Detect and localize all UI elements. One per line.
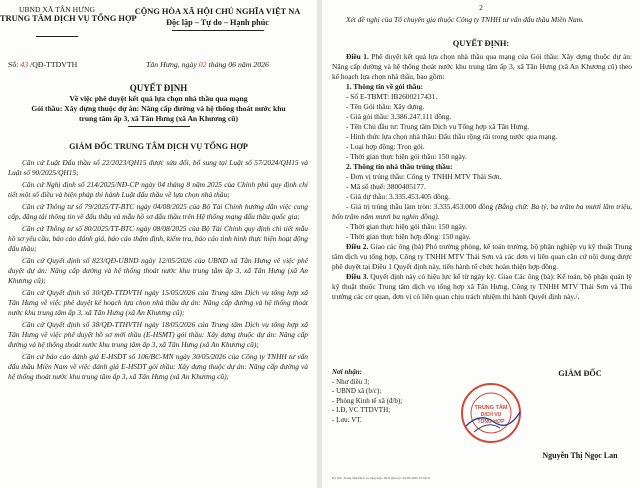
doc-number-prefix: Số: [8,60,19,69]
preamble-tail [332,15,632,25]
section-1-item: - Giá gói thầu: 3.386.247.111 đồng. [346,112,452,121]
preamble-item: Căn cứ Quyết định số 38/QĐ-TTHVTH ngày 18/05/2026 của Trung tâm Dịch vụ tổng hợp xã Tân Hưng về việc phê duyệt hồ sơ mời thầu (E-HSMT) gói thầu: Xây dựng thuộc dự án: Nâng cấp đường và hệ thống thoát nước khu trung tâm ấp 3, xã Tân Hưng (xã An Khương cũ); [8,320,308,349]
section-2-item: - Mã số thuế: 3800405177. [346,182,426,191]
section-1-item: - Tên Chủ đầu tư: Trung tâm Dịch vụ Tổng hợp xã Tân Hưng. [346,122,530,131]
signer-title: GIÁM ĐỐC [558,369,602,378]
decision-title: QUYẾT ĐỊNH [129,83,188,93]
subject-line-2: Gói thầu: Xây dựng thuộc dự án: Nâng cấp đường và hệ thống thoát nước khu [31,104,286,113]
article-1 [332,52,632,82]
recipient-item: - LĐ, VC TTDVTH; [332,406,391,414]
doc-number-suffix: /QĐ-TTDVTH [30,60,78,69]
agency-name: TRUNG TÂM DỊCH VỤ TỔNG HỢP [0,14,137,23]
recipient-item: - Như điều 3; [332,377,370,386]
recipients-block [332,368,402,425]
preamble-tail-text: Xét đề nghị của Tổ chuyên gia thuộc Công ty TNHH tư vấn đấu thầu Miền Nam. [346,15,584,24]
preamble-item: Căn cứ Thông tư số 79/2025/TT-BTC ngày 04/08/2025 của Bộ Tài Chính hướng dẫn việc cung cấp, đăng tải thông tin về đấu thầu và mẫu hồ sơ đấu thầu trên Hệ thống mạng đấu thầu quốc gia; [8,202,308,221]
preamble-item: Căn cứ báo cáo đánh giá E-HSDT số 106/BC-MN ngày 30/05/2026 của Công ty TNHH tư vấn đấu thầu Miền Nam về việc đánh giá E-HSDT gói thầu: Xây dựng thuộc dự án: Nâng cấp đường và hệ thống thoát nước khu trung tâm ấp 3, xã Tân Hưng (xã An Khương cũ); [8,352,308,381]
preamble-item: Căn cứ Luật Đấu thầu số 22/2023/QH15 được sửa đổi, bổ sung tại Luật số 57/2024/QH15 và Luật số 90/2025/QH15; [8,158,308,177]
article-3 [332,272,632,302]
section-2-title: 2. Thông tin nhà thầu trúng thầu: [346,162,453,171]
recipient-item: - Lưu: VT. [332,415,362,424]
issue-date-suffix: tháng 06 năm 2026 [208,60,269,69]
agency-underline [36,36,78,37]
section-1-title: 1. Thông tin về gói thầu: [346,82,424,91]
svg-text:TRUNG TÂM: TRUNG TÂM [474,405,508,411]
section-2-item: - Đơn vị trúng thầu: Công ty TNHH MTV Thái Sơn. [346,172,502,181]
decides-heading: QUYẾT ĐỊNH: [452,39,510,48]
article-2-text: Giao các ông (bà) Phó trưởng phòng, kế toán trưởng, bộ phận nghiệp vụ kỹ thuật Trung tâm dịch vụ tổng hợp, Công ty TNHH MTV Thái Sơn và các đơn vị liên quan căn cứ nội dung được phê duyệt tại Điều 1 Quyết định này, tiến hành tổ chức hoàn thiện hợp đồng. [332,242,632,271]
preamble-block [8,158,308,382]
recipients-title: Nơi nhận: [332,368,363,376]
preamble-item: Căn cứ Quyết định số 823/QĐ-UBND ngày 12/05/2026 của UBND xã Tân Hưng về việc phê duyệt dự án: Nâng cấp đường và hệ thống thoát nước khu trung tâm ấp 3, xã Tân Hưng (xã An Khương cũ); [8,256,308,285]
preamble-item: Căn cứ Quyết định số 30/QĐ-TTDVTH ngày 15/05/2026 của Trung tâm Dịch vụ tổng hợp xã Tân Hưng về việc phê duyệt kế hoạch lựa chọn nhà thầu dự án: Nâng cấp đường và hệ thống thoát nước khu trung tâm ấp 3, xã Tân Hưng (xã An Khương cũ); [8,288,308,317]
issue-date-prefix: Tân Hưng, ngày [146,60,197,69]
section-2-price-words: (Bằng chữ: Ba tỷ, ba trăm ba mươi lăm triệu, bốn trăm năm mươi ba nghìn đồng). [332,202,632,221]
article-1-text: Phê duyệt kết quả lựa chọn nhà thầu qua mạng của Gói thầu: Xây dựng thuộc dự án: Nâng cấp đường và hệ thống thoát nước khu trung tâm ấp 3, xã Tân Hưng (xã An Khương cũ) theo kế hoạch lựa chọn nhà thầu, bao gồm: [332,52,632,81]
section-2-item: - Giá dự thầu: 3.335.453.405 đồng. [346,192,450,201]
section-1-item: - Loại hợp đồng: Trọn gói. [346,142,425,151]
decision-body [332,52,632,302]
issue-date [146,61,269,69]
director-title: GIÁM ĐỐC TRUNG TÂM DỊCH VỤ TỔNG HỢP [69,142,248,151]
official-stamp-icon [460,382,522,444]
svg-text:DỊCH VỤ: DỊCH VỤ [480,412,502,418]
section-2-price-value: - Giá trị trúng thầu làm tròn: 3.335.453.000 đồng [346,202,494,211]
recipient-item: - Phòng Kinh tế xã (đ/b); [332,396,403,405]
signer-name: Nguyễn Thị Ngọc Lan [542,451,618,460]
section-2-item: - Thời gian thực hiện gói thầu: 150 ngày. [346,222,467,231]
section-1-item: - Tên Gói thầu: Xây dựng. [346,102,425,111]
article-2-label: Điều 2. [346,242,369,251]
subject-underline [128,126,190,127]
document-page-1 [0,0,317,488]
section-2-item: - Thời gian thực hiện hợp đồng: 150 ngày. [346,232,471,241]
section-1-item: - Hình thức lựa chọn nhà thầu: Đấu thầu rộng rãi trong nước qua mạng. [346,132,558,141]
recipient-item: - UBND xã (b/c); [332,387,382,395]
section-2-price [332,202,632,222]
subject-line-1: Về việc phê duyệt kết quả lựa chọn nhà thầu qua mạng [69,94,248,103]
doc-number [8,61,77,69]
section-1-item: - Số E-TBMT: IB2600217431. [346,92,438,101]
issue-date-day: 02 [198,60,207,69]
subject-line-3: trung tâm ấp 3, xã Tân Hưng (xã An Khương cũ) [79,114,238,123]
preamble-item: Căn cứ Nghị định số 214/2025/NĐ-CP ngày 04 tháng 8 năm 2025 của Chính phủ quy định chi tiết một số điều và biện pháp thi hành Luật đấu thầu về lựa chọn nhà thầu; [8,180,308,199]
national-title: CỘNG HÒA XÃ HỘI CHỦ NGHĨA VIỆT NA [134,7,301,16]
article-3-label: Điều 3. [346,272,369,281]
motto-underline [172,30,264,31]
preamble-item: Căn cứ Thông tư số 80/2025/TT-BTC ngày 08/08/2025 của Bộ Tài Chính quy định chi tiết mẫu hồ sơ yêu cầu, báo cáo đánh giá, báo cáo thẩm định, kiểm tra, báo cáo tình hình thực hiện hoạt động đấu thầu; [8,224,308,253]
digital-signature-note: Ký bởi: Trung tâm Dịch vụ tổng hợp, Thời gian ký: 02.06.2026 10:00:11 [332,476,431,480]
article-2 [332,242,632,272]
agency-parent: UBND XÃ TÂN HƯNG [19,5,95,14]
doc-number-value: 43 [20,60,29,69]
page-number: 2 [479,3,483,12]
article-1-label: Điều 1. [346,52,369,61]
national-motto: Độc lập – Tự do – Hạnh phúc [166,18,269,27]
section-1-item: - Thời gian thực hiện gói thầu: 150 ngày. [346,152,467,161]
article-3-text: Quyết định này có hiệu lực kể từ ngày ký. Giao Các ông (bà): Kế toán, bộ phận quản lý kỹ thuật thuộc Trung tâm dịch vụ tổng hợp xã Tân Hưng, Công ty TNHH MTV Thái Sơn và Thủ trưởng các cơ quan, đơn vị có liên quan chịu trách nhiệm thi hành Quyết định này./. [332,272,632,301]
svg-text:TỔNG HỢP: TỔNG HỢP [477,419,505,425]
